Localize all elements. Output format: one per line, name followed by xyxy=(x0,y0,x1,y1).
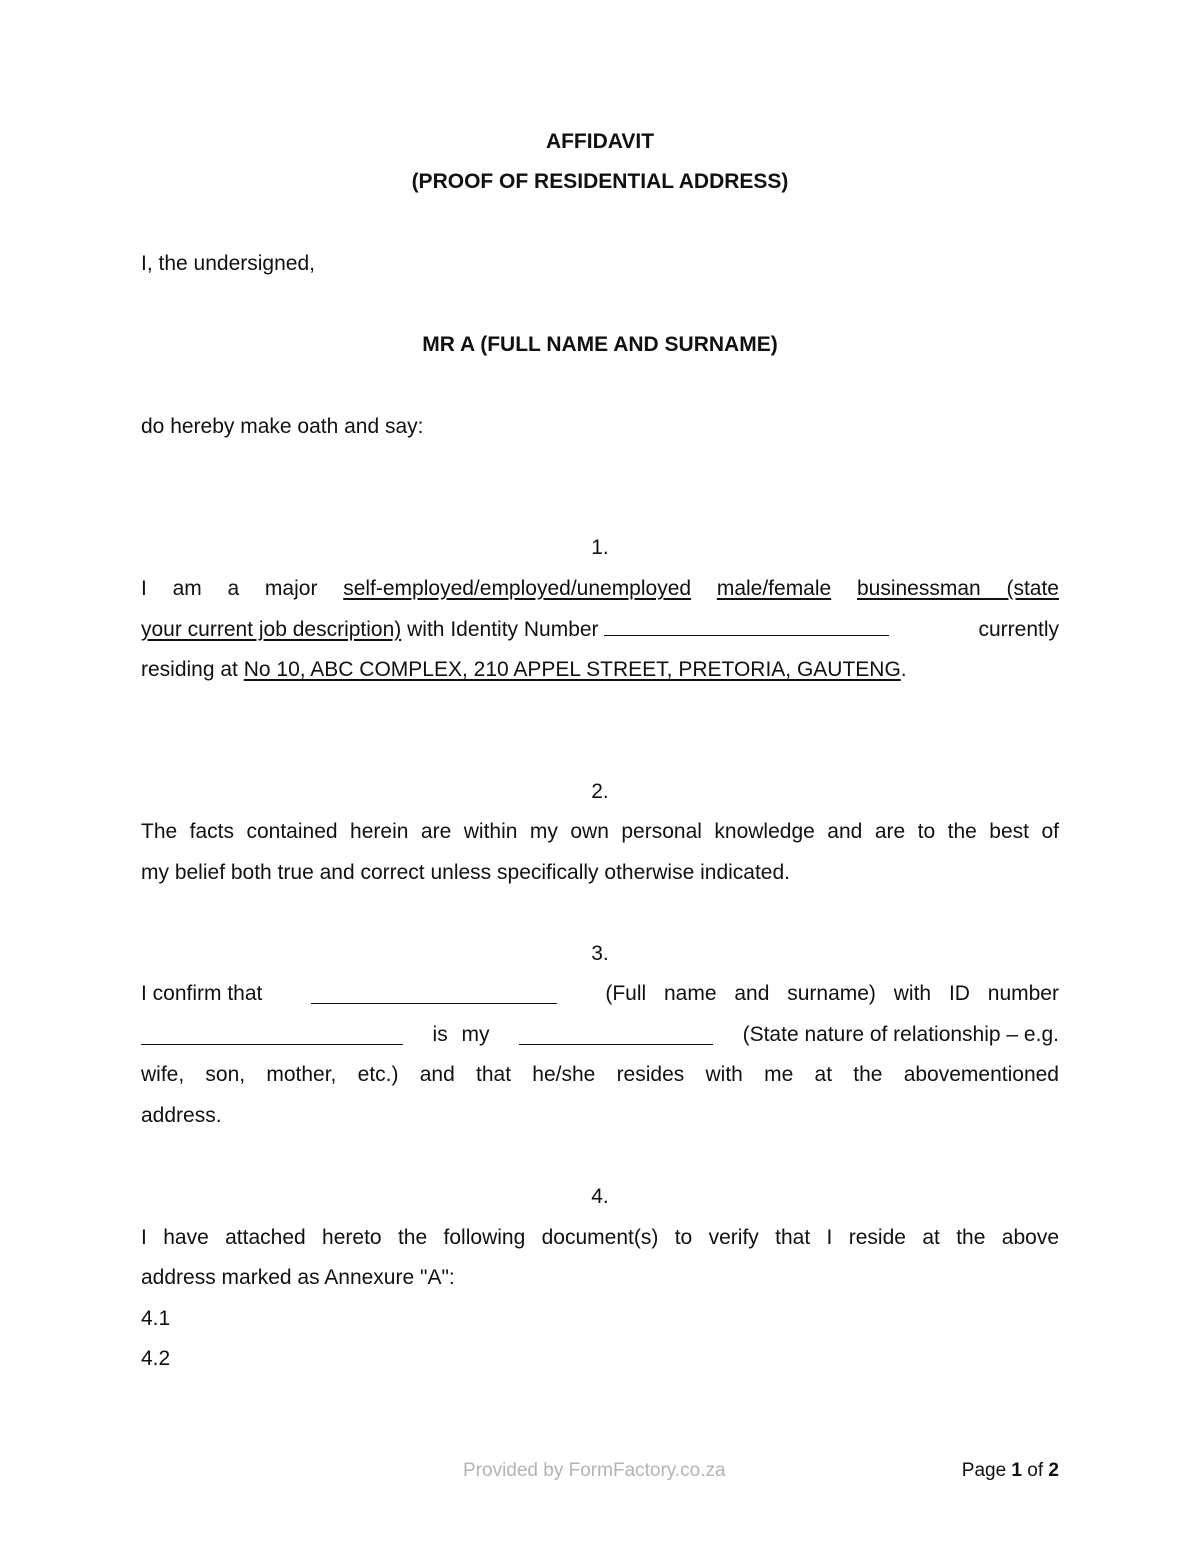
section-1-line-2 xyxy=(141,617,1059,643)
section-4-line-1: I have attached hereto the following document(s) to verify that I reside at the above xyxy=(141,1226,1059,1249)
section-number-4: 4. xyxy=(591,1185,609,1208)
footer-provided-by xyxy=(463,1460,726,1482)
identity-number-blank xyxy=(604,617,889,636)
intro-text: I, the undersigned, xyxy=(141,252,315,275)
page-word: Page xyxy=(961,1460,1007,1481)
section-2-line-1: The facts contained herein are within my own personal knowledge and are to the best of xyxy=(141,820,1059,843)
section-1-text: currently xyxy=(978,618,1059,641)
occupation-text: businessman (state xyxy=(856,577,1059,600)
document-title: AFFIDAVIT xyxy=(545,130,655,153)
section-3-line-3: wife, son, mother, etc.) and that he/she resides with me at the abovementioned xyxy=(141,1063,1059,1086)
relationship-blank xyxy=(519,1026,713,1045)
section-1-text: with Identity Number xyxy=(407,618,599,641)
footer-page-number xyxy=(962,1460,1059,1482)
footer-provided-label: Provided by xyxy=(463,1460,564,1481)
of-word: of xyxy=(1027,1460,1044,1481)
section-3-line-1 xyxy=(141,981,1059,1007)
section-3-text: I confirm that xyxy=(141,982,263,1005)
annexure-item-1: 4.1 xyxy=(141,1307,171,1330)
oath-text: do hereby make oath and say: xyxy=(141,415,424,438)
related-person-name-blank xyxy=(311,985,557,1004)
section-2-line-2: my belief both true and correct unless specifically otherwise indicated. xyxy=(141,861,790,884)
related-person-id-blank xyxy=(141,1026,403,1045)
total-pages: 2 xyxy=(1048,1460,1059,1481)
deponent-name: MR A (FULL NAME AND SURNAME) xyxy=(422,333,778,356)
job-description-text: your current job description) xyxy=(141,618,402,641)
section-1-line-1 xyxy=(141,576,1059,602)
section-4-line-2: address marked as Annexure "A": xyxy=(141,1266,455,1289)
section-3-line-2 xyxy=(141,1022,1059,1048)
document-subtitle: (PROOF OF RESIDENTIAL ADDRESS) xyxy=(411,170,789,193)
section-3-text: (Full name and surname) with ID number xyxy=(605,982,1059,1005)
section-3-text: is my xyxy=(432,1023,490,1046)
section-1-text: residing at xyxy=(141,658,238,681)
section-number-1: 1. xyxy=(591,536,609,559)
gender-option: male/female xyxy=(716,577,832,600)
residential-address: No 10, ABC COMPLEX, 210 APPEL STREET, PRETORIA, GAUTENG xyxy=(243,658,901,681)
section-1-text: I am a major xyxy=(141,577,318,600)
section-3-line-4: address. xyxy=(141,1104,222,1127)
section-1-line-3 xyxy=(141,657,1059,683)
section-3-text: (State nature of relationship – e.g. xyxy=(742,1023,1059,1046)
section-number-2: 2. xyxy=(591,780,609,803)
section-number-3: 3. xyxy=(591,942,609,965)
current-page: 1 xyxy=(1011,1460,1022,1481)
annexure-item-2: 4.2 xyxy=(141,1347,171,1370)
footer-brand-link[interactable]: FormFactory.co.za xyxy=(568,1460,726,1481)
employment-status-option: self-employed/employed/unemployed xyxy=(343,577,692,600)
section-1-text: . xyxy=(900,658,907,681)
